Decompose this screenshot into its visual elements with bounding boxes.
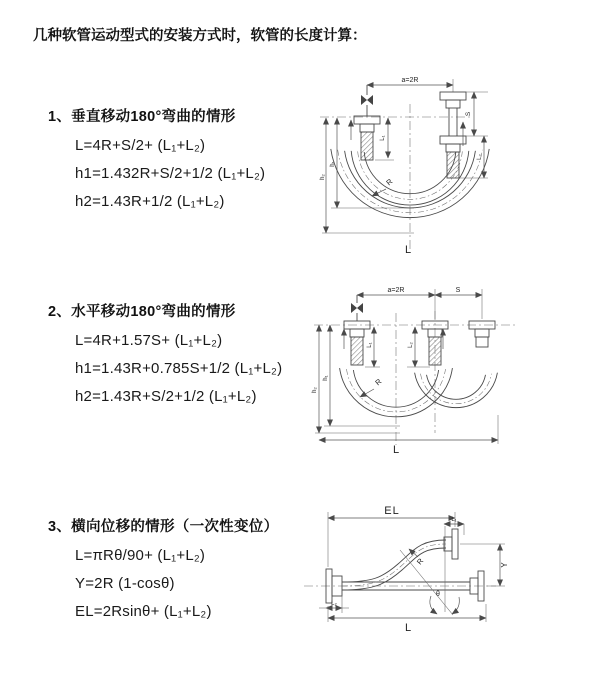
- horizontal-180-bend-diagram: [310, 283, 594, 460]
- dim-span-label: a=2R: [387, 287, 405, 294]
- dim-span: [367, 77, 453, 92]
- radius-leader: [360, 377, 384, 397]
- dim-s-label: S: [455, 287, 461, 294]
- length-label: L: [404, 622, 412, 634]
- dim-l1-label: L₁: [367, 342, 373, 348]
- dim-h1-label: h₁: [323, 375, 329, 381]
- dim-h1-label: h₁: [330, 161, 336, 167]
- formula: h2=1.43R+S/2+1/2 (L₁+L₂): [75, 388, 257, 405]
- formula: h1=1.432R+S/2+1/2 (L₁+L₂): [75, 165, 266, 182]
- theta-label: θ: [436, 591, 440, 598]
- section-1: [48, 107, 265, 211]
- formula: h2=1.43R+1/2 (L₁+L₂): [75, 193, 225, 210]
- section-3: [48, 517, 278, 621]
- formula: L=πRθ/90+ (L₁+L₂): [75, 547, 206, 564]
- dim-l1-label: L₁: [451, 517, 457, 523]
- radius-label: R: [414, 556, 426, 567]
- lateral-displacement-diagram: [300, 500, 600, 655]
- dim-l2-label: L₂: [408, 342, 414, 348]
- section-heading: 1、垂直移动180°弯曲的情形: [48, 109, 236, 125]
- dim-span: [357, 287, 435, 295]
- radius-label: R: [373, 376, 384, 388]
- middle-pipe-fitting: [422, 321, 448, 365]
- upper-flange-fitting: [444, 529, 458, 559]
- s-curve-hose: [342, 540, 446, 590]
- dim-y: [460, 544, 509, 586]
- formula: L=4R+S/2+ (L₁+L₂): [75, 137, 206, 154]
- dim-el-label: EL: [384, 505, 400, 517]
- dim-h2-label: h₂: [312, 387, 318, 393]
- formula: h1=1.43R+0.785S+1/2 (L₁+L₂): [75, 360, 283, 377]
- length-label: L: [392, 444, 400, 456]
- dim-h2-label: h₂: [320, 174, 326, 180]
- hose-position-2: [415, 373, 498, 408]
- radius-label: R: [384, 176, 395, 188]
- dim-l1-label: L₁: [380, 135, 386, 141]
- valve-icon: [351, 295, 363, 321]
- section-heading: 3、横向位移的情形（一次性变位）: [48, 519, 279, 535]
- formula: EL=2Rsinθ+ (L₁+L₂): [75, 603, 212, 620]
- dim-h1: [330, 118, 414, 208]
- formula: L=4R+1.57S+ (L₁+L₂): [75, 332, 223, 349]
- length-label: L: [404, 244, 412, 256]
- dim-span-label: a=2R: [401, 77, 419, 84]
- hose-position-1: [340, 368, 453, 417]
- vertical-180-bend-diagram: [318, 72, 586, 262]
- dim-y-label: Y: [500, 562, 509, 568]
- dim-l2: [407, 327, 430, 367]
- formula: Y=2R (1-cosθ): [75, 575, 175, 592]
- dim-l1: [365, 327, 380, 367]
- dim-l2-label: L₂: [477, 154, 483, 160]
- dim-l1: [444, 517, 464, 535]
- dim-l2-label: L₂: [331, 601, 337, 607]
- section-heading: 2、水平移动180°弯曲的情形: [48, 304, 236, 320]
- dim-el: [328, 505, 455, 567]
- dim-length: [319, 415, 498, 456]
- valve-icon: [361, 85, 373, 116]
- dim-l2: [319, 595, 349, 613]
- dim-s: [435, 287, 482, 319]
- dim-length: [328, 604, 486, 634]
- dim-s-label: S: [465, 111, 472, 117]
- page-title: 几种软管运动型式的安装方式时，软管的长度计算：: [33, 28, 367, 44]
- angle-construction: [400, 526, 459, 615]
- section-2: [48, 302, 282, 406]
